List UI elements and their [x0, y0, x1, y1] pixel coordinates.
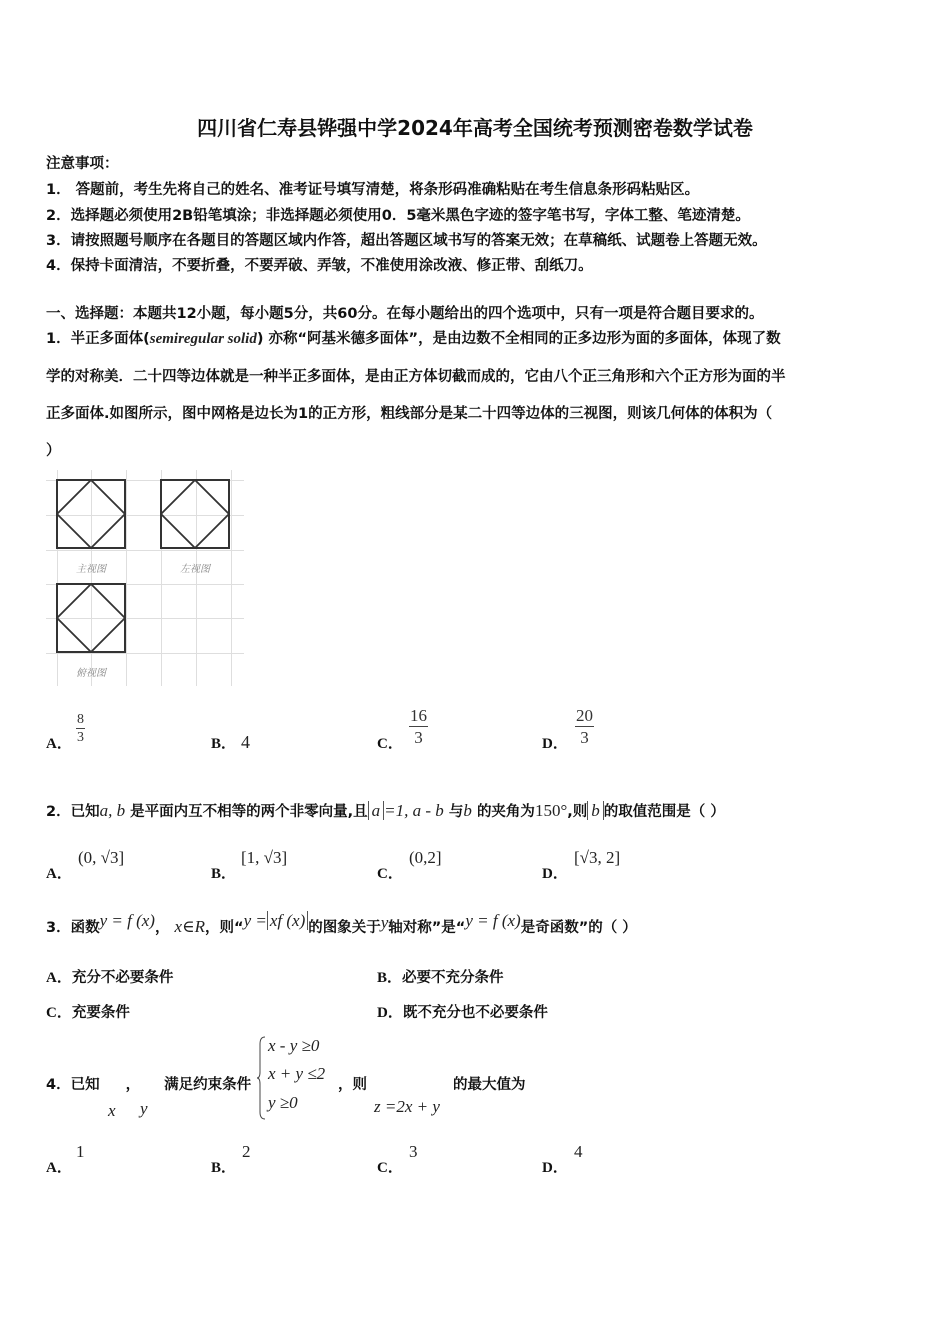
front-view: [56, 479, 126, 549]
question-2: 2．已知a, b 是平面内互不相等的两个非零向量,且 a =1, a - b 与b 的夹角为150°,则 b 的取值范围是（ ）: [46, 801, 725, 820]
question-3: 3．函数y = f (x)， x∈R，则“y = xf (x) 的图象关于y轴对称”是“y = f (x)是奇函数”的（ ）: [46, 911, 637, 936]
q3-option-a[interactable]: A．充分不必要条件: [46, 970, 174, 986]
q2-option-a[interactable]: A． (0, √3]: [46, 848, 125, 882]
question-1-line-4: ）: [46, 443, 61, 459]
question-4: 4．已知 ， 满足约束条件: [46, 1077, 252, 1093]
notice-item-3: 3．请按照题号顺序在各题目的答题区域内作答，超出答题区域书写的答案无效；在草稿纸、试题卷上答题无效。: [46, 233, 767, 249]
notice-item-1: 1． 答题前，考生先将自己的姓名、准考证号填写清楚，将条形码准确粘贴在考生信息条形码粘贴区。: [46, 182, 700, 198]
diamond-shape-icon: [56, 479, 126, 549]
constraint-1: x - y ≥0: [268, 1036, 320, 1055]
side-view-caption: 左视图: [180, 564, 210, 575]
question-number: 4．: [46, 1077, 71, 1093]
q2-option-c[interactable]: C． (0,2]: [377, 848, 442, 882]
fraction: $\frac{20}{3}$: [576, 706, 593, 747]
fraction: $\frac{8}{3}$: [77, 712, 84, 745]
q3-option-b[interactable]: B．必要不充分条件: [377, 970, 504, 986]
q4-option-c[interactable]: C． 3: [377, 1142, 418, 1176]
q1-option-a[interactable]: A． $\frac{8}{3}$: [46, 712, 84, 752]
question-number: 1．: [46, 331, 71, 347]
max-value-text: 的最大值为: [453, 1077, 526, 1093]
diamond-shape-icon: [56, 583, 126, 653]
side-view: [160, 479, 230, 549]
notice-item-2: 2．选择题必须使用2B铅笔填涂；非选择题必须使用0．5毫米黑色字迹的签字笔书写，字体工整、笔迹清楚。: [46, 208, 750, 224]
top-view-caption: 俯视图: [76, 668, 106, 679]
left-brace-icon: [256, 1036, 266, 1120]
q2-option-b[interactable]: B． [1, √3]: [211, 848, 288, 882]
question-1-line-2: 学的对称美．二十四等边体就是一种半正多面体，是由正方体切截而成的，它由八个正三角形和六个正方形为面的半: [46, 369, 786, 385]
constraint-3: y ≥0: [268, 1093, 298, 1112]
section-heading: 一、选择题：本题共12小题，每小题5分，共60分。在每小题给出的四个选项中，只有一项是符合题目要求的。: [46, 306, 764, 322]
notice-item-4: 4．保持卡面清洁，不要折叠，不要弄破、弄皱，不准使用涂改液、修正带、刮纸刀。: [46, 258, 593, 274]
q3-option-d[interactable]: D．既不充分也不必要条件: [377, 1005, 548, 1021]
top-view: [56, 583, 126, 653]
q4-option-a[interactable]: A． 1: [46, 1142, 85, 1176]
fraction: $\frac{16}{3}$: [410, 706, 427, 747]
q4-option-d[interactable]: D． 4: [542, 1142, 583, 1176]
q3-option-c[interactable]: C．充要条件: [46, 1005, 130, 1021]
q2-option-d[interactable]: D． [√3, 2]: [542, 848, 621, 882]
q4-option-b[interactable]: B． 2: [211, 1142, 251, 1176]
variable-x: x: [108, 1101, 116, 1120]
q1-option-b[interactable]: B． 4: [211, 732, 250, 752]
english-term: semiregular solid: [149, 331, 257, 347]
q1-option-c[interactable]: C． $\frac{16}{3}$: [377, 706, 427, 752]
front-view-caption: 主视图: [76, 564, 106, 575]
constraint-2: x + y ≤2: [268, 1064, 326, 1083]
three-view-figure: [46, 470, 246, 688]
question-1-line-3: 正多面体.如图所示，图中网格是边长为1的正方形，粗线部分是某二十四等边体的三视图，则该几何体的体积为（: [46, 406, 773, 422]
question-number: 3．: [46, 920, 71, 936]
exam-title: 四川省仁寿县铧强中学2024年高考全国统考预测密卷数学试卷: [197, 116, 753, 140]
constraint-system: [256, 1034, 346, 1120]
then-text: ，则: [338, 1077, 367, 1093]
variable-y: y: [140, 1099, 148, 1118]
question-number: 2．: [46, 804, 71, 820]
q1-option-d[interactable]: D． $\frac{20}{3}$: [542, 706, 593, 752]
question-1-line-1: 1．半正多面体(semiregular solid) 亦称“阿基米德多面体”，是由边数不全相同的正多边形为面的多面体，体现了数: [46, 331, 781, 347]
diamond-shape-icon: [160, 479, 230, 549]
notice-heading: 注意事项：: [46, 156, 119, 172]
objective-function: z =2x + y: [374, 1097, 440, 1116]
